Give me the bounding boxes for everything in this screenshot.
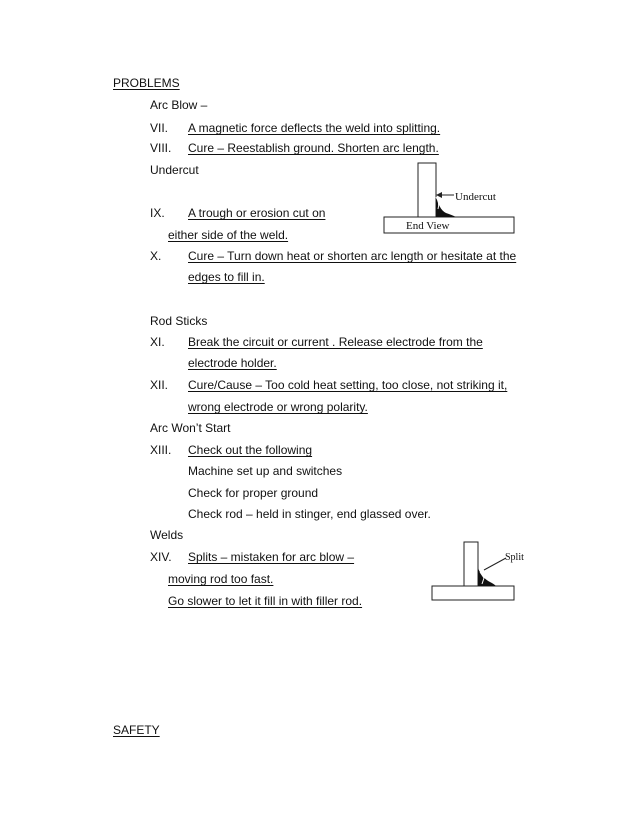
item-x-line2: edges to fill in.: [188, 270, 265, 284]
item-xi-line1: Break the circuit or current . Release electrode from the: [188, 335, 483, 349]
item-xiv-line1: Splits – mistaken for arc blow –: [188, 550, 355, 564]
check-item: Check for proper ground: [188, 486, 319, 500]
undercut-diagram: [380, 163, 520, 235]
item-vii-text: A magnetic force deflects the weld into splitting.: [188, 121, 441, 135]
undercut-figure-label: Undercut: [455, 191, 496, 203]
item-xiii-number: XIII.: [150, 443, 172, 457]
item-ix-line1: A trough or erosion cut on: [188, 206, 326, 220]
end-view-caption: End View: [406, 220, 450, 232]
problems-heading: PROBLEMS: [113, 76, 180, 90]
item-ix-line2: either side of the weld.: [168, 228, 289, 242]
undercut-title: Undercut: [150, 163, 199, 177]
item-xiv-line3: Go slower to let it fill in with filler rod.: [168, 594, 363, 608]
item-xii-line2: wrong electrode or wrong polarity.: [188, 400, 368, 414]
item-ix-number: IX.: [150, 206, 165, 220]
item-xii-line1: Cure/Cause – Too cold heat setting, too close, not striking it,: [188, 378, 508, 392]
welds-title: Welds: [150, 528, 184, 542]
item-xi-number: XI.: [150, 335, 165, 349]
check-item: Check rod – held in stinger, end glassed over.: [188, 507, 431, 521]
item-xiv-line2: moving rod too fast.: [168, 572, 274, 586]
item-xiv-number: XIV.: [150, 550, 172, 564]
rod-sticks-title: Rod Sticks: [150, 314, 208, 328]
item-x-line1: Cure – Turn down heat or shorten arc length or hesitate at the: [188, 249, 517, 263]
safety-heading: SAFETY: [113, 723, 160, 737]
item-xi-line2: electrode holder.: [188, 356, 277, 370]
split-figure-label: Split: [505, 552, 524, 563]
item-xiii-line1: Check out the following: [188, 443, 313, 457]
item-viii-text: Cure – Reestablish ground. Shorten arc length.: [188, 141, 439, 155]
check-item: Machine set up and switches: [188, 464, 343, 478]
item-xii-number: XII.: [150, 378, 169, 392]
arc-wont-start-title: Arc Won’t Start: [150, 421, 231, 435]
split-diagram: [430, 540, 516, 602]
item-vii-number: VII.: [150, 121, 169, 135]
item-x-number: X.: [150, 249, 162, 263]
item-viii-number: VIII.: [150, 141, 172, 155]
arc-blow-title: Arc Blow –: [150, 98, 208, 112]
